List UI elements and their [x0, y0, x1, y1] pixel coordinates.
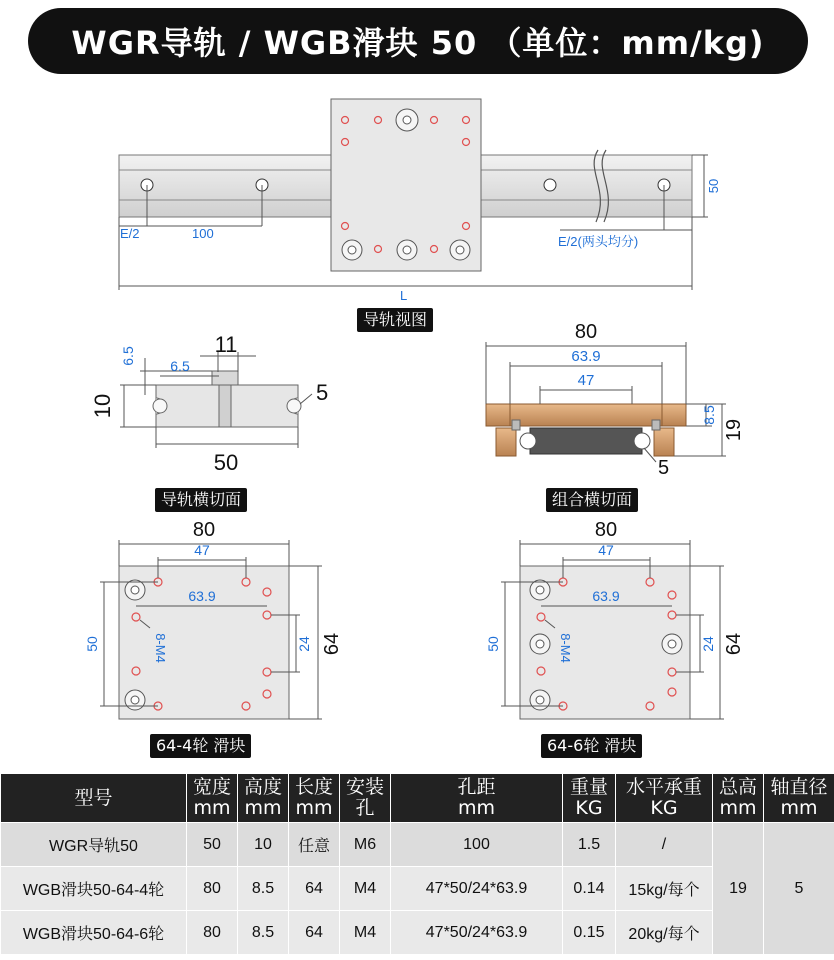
table-row [1, 867, 834, 911]
rail-dim-5: 5 [316, 380, 329, 405]
combo-dim-47: 47 [577, 372, 595, 389]
rail-height-label: 50 [706, 178, 721, 194]
table-cell: 8.5 [238, 911, 289, 955]
rail-dim-6-5-h: 6.5 [170, 358, 190, 374]
header-cell: 水平承重 KG [616, 774, 713, 823]
table-cell: 80 [187, 867, 238, 911]
table-cell: WGR导轨50 [1, 823, 187, 867]
header-cell: 长度 mm [289, 774, 340, 823]
combo-cross-section-drawing [486, 321, 745, 479]
slider4-dim-24: 24 [296, 636, 312, 652]
pitch-label: 100 [192, 226, 214, 241]
slider4-dim-80: 80 [192, 519, 216, 541]
table-header-row [1, 774, 834, 823]
header-cell: 重量 KG [563, 774, 616, 823]
rail-hole [544, 179, 556, 191]
slider6-dim-80: 80 [594, 519, 618, 541]
header-cell: 轴直径 mm [764, 774, 834, 823]
slider4-dim-8m4: 8-M4 [153, 633, 168, 663]
table-cell: 10 [238, 823, 289, 867]
combo-section-caption: 组合横切面 [546, 488, 638, 512]
slider-4-wheel-drawing [84, 519, 343, 719]
table-cell: 80 [187, 911, 238, 955]
slider6-dim-64: 64 [723, 632, 745, 656]
table-cell: 15kg/每个 [616, 867, 713, 911]
e2-split-label: E/2(两头均分) [558, 234, 639, 249]
table-cell: 任意 [289, 823, 340, 867]
header-cell: 宽度 mm [187, 774, 238, 823]
combo-dim-8-5: 8.5 [701, 405, 717, 425]
rail-view-drawing [119, 99, 721, 303]
merged-shaft-diameter-cell: 5 [764, 823, 834, 955]
combo-dim-80: 80 [574, 321, 598, 343]
table-cell: 64 [289, 867, 340, 911]
slider4-dim-64: 64 [321, 632, 343, 656]
slider6-dim-50: 50 [485, 636, 501, 652]
slider4-dim-63-9: 63.9 [188, 588, 216, 604]
rail-view-caption: 导轨视图 [357, 308, 433, 332]
table-cell: 64 [289, 911, 340, 955]
rail-dim-10: 10 [90, 393, 115, 419]
slider6-dim-8m4: 8-M4 [558, 633, 573, 663]
table-cell: 47*50/24*63.9 [391, 911, 563, 955]
slider-6-wheel-drawing [485, 519, 745, 719]
table-cell: 0.15 [563, 911, 616, 955]
slider6-dim-63-9: 63.9 [592, 588, 620, 604]
header-cell: 高度 mm [238, 774, 289, 823]
page-title: WGR导轨 / WGB滑块 50 （单位：mm/kg) [28, 8, 808, 74]
rail-dim-11: 11 [214, 332, 238, 357]
rail-dim-50: 50 [213, 450, 239, 475]
table-row [1, 911, 834, 955]
header-cell: 型号 [1, 774, 187, 823]
table-cell: M6 [340, 823, 391, 867]
rail-cross-section-drawing [90, 332, 328, 475]
header-cell: 总高 mm [713, 774, 764, 823]
table-cell: 50 [187, 823, 238, 867]
table-cell: WGB滑块50-64-6轮 [1, 911, 187, 955]
slider4-dim-50: 50 [84, 636, 100, 652]
rail-dim-6-5-v: 6.5 [120, 346, 136, 366]
length-label: L [400, 288, 408, 303]
slider6-dim-47: 47 [598, 542, 614, 558]
header-cell: 安装 孔 [340, 774, 391, 823]
combo-dim-63-9: 63.9 [571, 348, 601, 365]
table-cell: 20kg/每个 [616, 911, 713, 955]
merged-total-height-cell: 19 [713, 823, 764, 955]
slider6-dim-24: 24 [700, 636, 716, 652]
table-cell: 1.5 [563, 823, 616, 867]
table-row [1, 823, 834, 867]
table-cell: 8.5 [238, 867, 289, 911]
table-cell: 47*50/24*63.9 [391, 867, 563, 911]
table-cell: WGB滑块50-64-4轮 [1, 867, 187, 911]
table-cell: 0.14 [563, 867, 616, 911]
header-cell: 孔距 mm [391, 774, 563, 823]
e2-label: E/2 [120, 226, 140, 241]
rail-section-caption: 导轨横切面 [155, 488, 247, 512]
slider4-dim-47: 47 [194, 542, 210, 558]
combo-dim-19: 19 [723, 418, 745, 442]
combo-dim-5: 5 [658, 457, 670, 479]
spec-table [0, 773, 834, 955]
table-cell: M4 [340, 911, 391, 955]
table-cell: 100 [391, 823, 563, 867]
table-cell: M4 [340, 867, 391, 911]
slider4-caption: 64-4轮 滑块 [150, 734, 251, 758]
table-cell: / [616, 823, 713, 867]
slider6-caption: 64-6轮 滑块 [541, 734, 642, 758]
